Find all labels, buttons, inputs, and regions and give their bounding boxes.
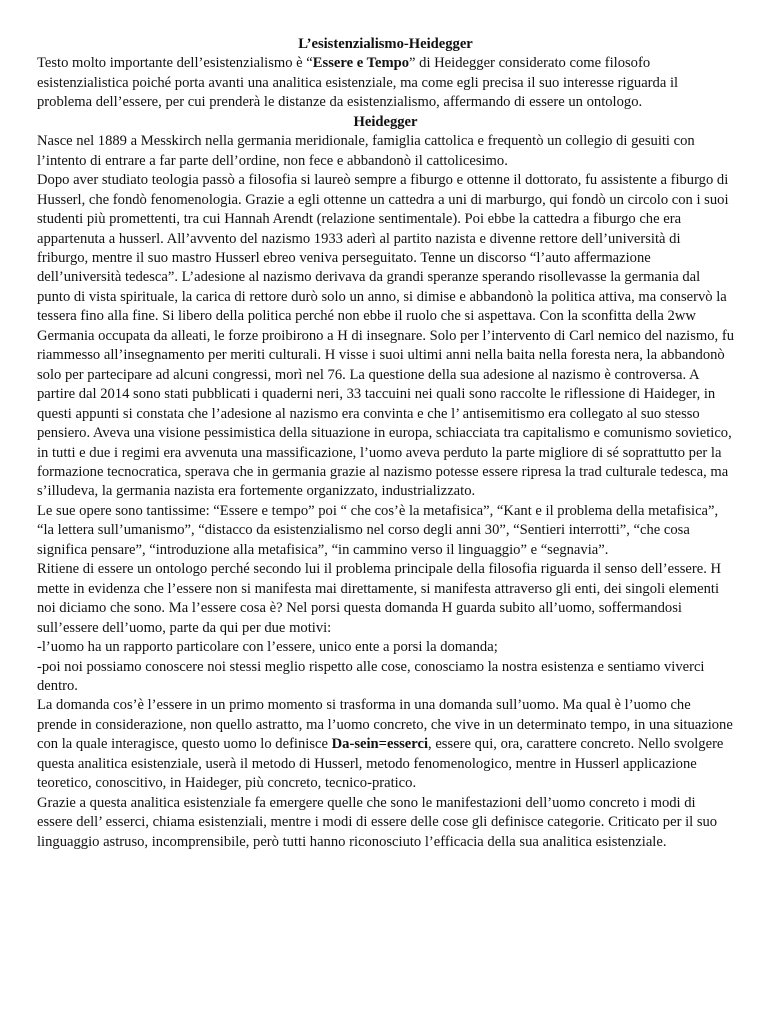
- paragraph-biography: Dopo aver studiato teologia passò a filosofia si laureò sempre a fiburgo e ottenne il dottorato, fu assistente a fiburgo di Husserl, che fondò fenomenologia. Grazie a egli ottenne un cattedra a uni di marburgo, qui fondò un circolo con i suoi studenti più promettenti, tra cui Hannah Arendt (relazione sentimentale). Poi ebbe la cattedra a fiburgo che era appartenuta a husserl. All’avvento del nazismo 1933 aderì al partito nazista e divenne rettore dell’università di friburgo, mentre il suo mastro Husserl ebreo veniva perseguitato. Tenne un discorso “l’auto affermazione dell’università tedesca”. L’adesione al nazismo derivava da grandi speranze sperando risollevasse la germania dal punto di vista spirituale, la carica di rettore durò solo un anno, si dimise e abbandonò la politica attiva, ma conservò la tessera fino alla fine. Si libero della politica perché non ebbe il ruolo che si aspettava. Con la sconfitta della 2ww Germania occupata da alleati, le forze proibirono a H di insegnare. Solo per l’intervento di Carl nemico del nazismo, fu riammesso all’insegnamento per meriti culturali. H visse i suoi ultimi anni nella baita nella foresta nera, la abbandonò solo per partecipare ad alcuni congressi, morì nel 76. La questione della sua adesione al nazismo è controversa. A partire dal 2014 sono stati pubblicati i quaderni neri, 33 taccuini nei quali sono raccolte le riflessione di Haideger, in questi appunti si constata che l’adesione al nazismo era convinta e che l’ antisemitismo era collegato al suo stesso pensiero. Aveva una visione pessimistica della situazione in europa, schiacciata tra capitalismo e comunismo sovietico, in tutti e due i regimi era avvenuta una massificazione, l’uomo aveva perduto la parte migliore di sé soprattutto per la formazione tecnocratica, sperava che in germania grazie al nazismo potesse essere ripresa la trad culturale tedesca, ma s’illudeva, la germania nazista era fortemente organizzato, industrializzato.: [37, 172, 735, 500]
- dasein-text-1: La domanda cos’è l’essere in un primo momento si trasforma in una domanda sull’uomo. Ma qual è l’uomo che prende in considerazione, non quello astratto, ma l’uomo concreto, che vive in un determinato tempo, in una situazione con la quale interagisce, questo uomo lo definisce: [37, 697, 733, 753]
- dasein-text-2: , essere qui, ora, carattere concreto. Nello svolgere questa analitica esistenziale, userà il metodo di Husserl, metodo fenomenologico, mentre in Husserl applicazione teoretico, conoscitivo, in Haideger, più concreto, tecnico-pratico.: [37, 736, 724, 792]
- paragraph-works: Le sue opere sono tantissime: “Essere e tempo” poi “ che cos’è la metafisica”, “Kant e il problema della metafisica”, “la lettera sull’umanismo”, “distacco da esistenzialismo nel corso degli anni 30”, “Sentieri interrotti”, “che cosa significa pensare”, “introduzione alla metafisica”, “in cammino verso il linguaggio” e “segnavia”.: [37, 502, 719, 558]
- paragraph-dasein: [37, 696, 734, 793]
- dasein-bold-term: Da-sein=esserci: [331, 736, 429, 753]
- paragraph-existentials: Grazie a questa analitica esistenziale fa emergere quelle che sono le manifestazioni dell’uomo concreto i modi di essere dell’ esserci, chiama esistenziali, mentre i modi di essere delle cose gli definisce categorie. Criticato per il suo linguaggio astruso, incomprensibile, però tutti hanno riconosciuto l’efficacia della sua analitica esistenziale.: [37, 794, 718, 850]
- paragraph-ontology: Ritiene di essere un ontologo perché secondo lui il problema principale della filosofia riguarda il senso dell’essere. H mette in evidenza che l’essere non si manifesta mai direttamente, si manifesta attraverso gli enti, dei singoli elementi noi diciamo che sono. Ma l’essere cosa è? Nel porsi questa domanda H guarda subito all’uomo, soffermandosi sull’essere dell’uomo, parte da qui per due motivi:: [37, 561, 722, 636]
- intro-bold-title: Essere e Tempo: [312, 55, 410, 72]
- intro-paragraph: [37, 54, 734, 112]
- paragraph-reason-1: -l’uomo ha un rapporto particolare con l’essere, unico ente a porsi la domanda;: [37, 639, 498, 656]
- intro-text-1: Testo molto importante dell’esistenzialismo è “: [37, 55, 313, 72]
- intro-text-2: ” di Heidegger considerato come filosofo esistenzialistica poiché porta avanti una analitica esistenziale, ma come egli precisa il suo interesse riguarda il problema dell’essere, per cui prenderà le distanze da esistenzialismo, affermando di essere un ontologo.: [37, 55, 679, 111]
- paragraph-reason-2: -poi noi possiamo conoscere noi stessi meglio rispetto alle cose, conosciamo la nostra esistenza e sentiamo viverci dentro.: [37, 658, 705, 694]
- paragraph-birth: Nasce nel 1889 a Messkirch nella germania meridionale, famiglia cattolica e frequentò un collegio di gesuiti con l’intento di entrare a far parte dell’ordine, non fece e abbandonò il cattolicesimo.: [37, 133, 695, 169]
- section-heading: Heidegger: [353, 113, 418, 130]
- document-title: L’esistenzialismo-Heidegger: [298, 36, 473, 52]
